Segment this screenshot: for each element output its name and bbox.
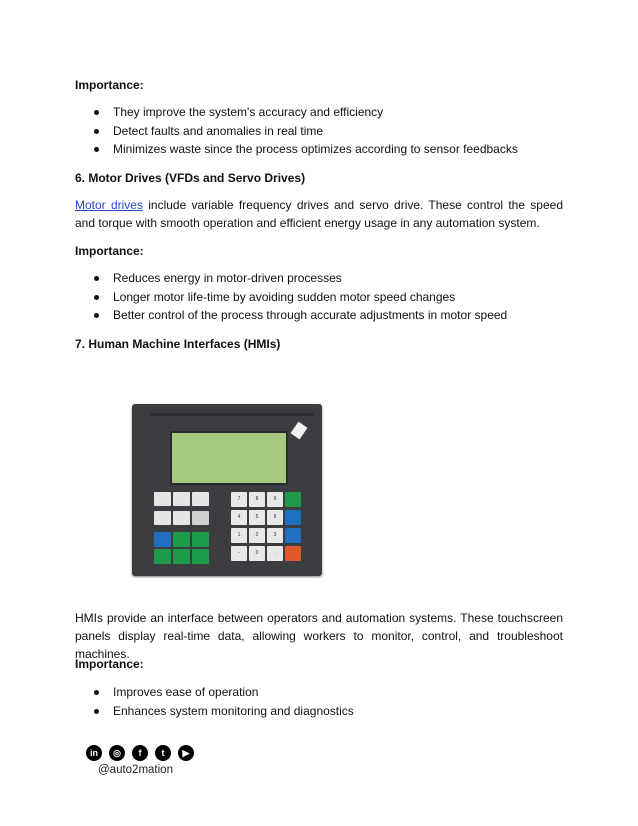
motor-drives-paragraph — [75, 196, 563, 232]
hmi-key-2: 2 — [249, 528, 265, 543]
hmi-function-key — [192, 511, 209, 525]
hmi-blue-key — [154, 532, 171, 547]
hmi-key-9: 9 — [267, 492, 283, 507]
hmi-lcd-screen — [170, 431, 288, 485]
hmi-green-key — [285, 492, 301, 507]
hmi-green-key — [173, 532, 190, 547]
motor-drives-heading: 6. Motor Drives (VFDs and Servo Drives) — [75, 171, 306, 185]
hmi-blue-key — [285, 528, 301, 543]
hmi-key-8: 8 — [249, 492, 265, 507]
list-item: Reduces energy in motor-driven processes — [75, 269, 563, 288]
hmi-function-key — [154, 492, 171, 506]
importance-list — [75, 683, 563, 720]
instagram-icon[interactable]: ◎ — [109, 745, 125, 761]
youtube-icon[interactable]: ▶ — [178, 745, 194, 761]
hmi-key-dot: . — [267, 546, 283, 561]
list-item: Detect faults and anomalies in real time — [75, 122, 563, 141]
list-item: Minimizes waste since the process optimizes according to sensor feedbacks — [75, 140, 563, 159]
hmi-heading: 7. Human Machine Interfaces (HMIs) — [75, 337, 281, 351]
importance-heading: Importance: — [75, 78, 144, 92]
hmi-key-4: 4 — [231, 510, 247, 525]
hmi-orange-key — [285, 546, 301, 561]
facebook-icon[interactable]: f — [132, 745, 148, 761]
hmi-function-key — [154, 511, 171, 525]
hmi-key-7: 7 — [231, 492, 247, 507]
hmi-key-5: 5 — [249, 510, 265, 525]
hmi-top-strip — [150, 413, 314, 416]
hmi-function-key — [173, 511, 190, 525]
hmi-function-key — [192, 492, 209, 506]
hmi-key-0: 0 — [249, 546, 265, 561]
list-item: Enhances system monitoring and diagnostics — [75, 702, 563, 721]
hmi-green-key — [192, 549, 209, 564]
hmi-green-key — [154, 549, 171, 564]
hmi-green-key — [192, 532, 209, 547]
importance-heading: Importance: — [75, 244, 144, 258]
importance-heading: Importance: — [75, 657, 144, 671]
hmi-paragraph: HMIs provide an interface between operators and automation systems. These touchscreen panels display real-time data, allowing workers to monitor, control, and troubleshoot machines. — [75, 611, 563, 661]
hmi-key-6: 6 — [267, 510, 283, 525]
list-item: Better control of the process through accurate adjustments in motor speed — [75, 306, 563, 325]
linkedin-icon[interactable]: in — [86, 745, 102, 761]
motor-drives-link[interactable]: Motor drives — [75, 198, 143, 212]
social-handle[interactable]: @auto2mation — [98, 764, 173, 776]
hmi-key-3: 3 — [267, 528, 283, 543]
importance-list — [75, 269, 563, 325]
hmi-blue-key — [285, 510, 301, 525]
importance-list — [75, 103, 563, 159]
list-item: Longer motor life-time by avoiding sudden motor speed changes — [75, 288, 563, 307]
social-footer — [86, 745, 206, 785]
motor-drives-body: include variable frequency drives and servo drive. These control the speed and torque with smooth operation and efficient energy usage in any automation system. — [75, 198, 563, 230]
hmi-function-key — [173, 492, 190, 506]
twitter-icon[interactable]: t — [155, 745, 171, 761]
hmi-key-1: 1 — [231, 528, 247, 543]
hmi-green-key — [173, 549, 190, 564]
list-item: They improve the system's accuracy and efficiency — [75, 103, 563, 122]
list-item: Improves ease of operation — [75, 683, 563, 702]
hmi-device-image — [132, 404, 322, 576]
hmi-key-minus: - — [231, 546, 247, 561]
